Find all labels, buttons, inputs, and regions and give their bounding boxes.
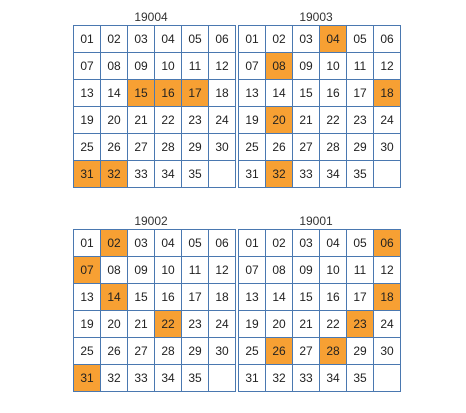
number-cell: 28 xyxy=(320,134,347,161)
number-cell: 20 xyxy=(101,107,128,134)
highlighted-number-cell: 22 xyxy=(155,311,182,338)
number-cell: 34 xyxy=(320,161,347,188)
number-cell: 35 xyxy=(182,161,209,188)
grid-row xyxy=(74,311,236,338)
draw-panel-3 xyxy=(238,214,394,392)
number-cell: 22 xyxy=(320,311,347,338)
number-cell: 18 xyxy=(209,80,236,107)
number-cell: 10 xyxy=(320,257,347,284)
number-cell: 07 xyxy=(239,257,266,284)
number-cell: 13 xyxy=(74,80,101,107)
number-cell: 03 xyxy=(128,230,155,257)
number-cell: 13 xyxy=(239,80,266,107)
number-cell: 25 xyxy=(74,134,101,161)
grid-row xyxy=(239,161,401,188)
number-cell: 08 xyxy=(101,53,128,80)
number-cell: 12 xyxy=(209,257,236,284)
number-cell: 34 xyxy=(320,365,347,392)
number-cell: 25 xyxy=(239,134,266,161)
draw-title: 19001 xyxy=(299,214,333,228)
number-cell: 10 xyxy=(320,53,347,80)
number-cell: 01 xyxy=(239,230,266,257)
number-cell: 24 xyxy=(374,311,401,338)
grid-row xyxy=(239,365,401,392)
number-cell: 32 xyxy=(101,365,128,392)
number-cell: 32 xyxy=(266,365,293,392)
number-cell: 25 xyxy=(74,338,101,365)
number-cell: 05 xyxy=(347,26,374,53)
number-grid xyxy=(238,229,401,392)
grid-row xyxy=(74,80,236,107)
number-cell: 30 xyxy=(209,338,236,365)
draw-title: 19002 xyxy=(134,214,168,228)
number-cell: 15 xyxy=(293,284,320,311)
grid-row xyxy=(74,53,236,80)
grid-row xyxy=(74,134,236,161)
highlighted-number-cell: 17 xyxy=(182,80,209,107)
number-cell: 27 xyxy=(293,338,320,365)
number-cell: 06 xyxy=(374,26,401,53)
number-cell: 15 xyxy=(128,284,155,311)
number-grid xyxy=(73,25,236,188)
grid-row xyxy=(74,257,236,284)
grid-row xyxy=(239,26,401,53)
highlighted-number-cell: 06 xyxy=(374,230,401,257)
grid-row xyxy=(74,230,236,257)
number-cell: 01 xyxy=(239,26,266,53)
highlighted-number-cell: 02 xyxy=(101,230,128,257)
highlighted-number-cell: 16 xyxy=(155,80,182,107)
number-cell: 26 xyxy=(101,338,128,365)
number-cell: 23 xyxy=(347,107,374,134)
number-cell: 26 xyxy=(266,134,293,161)
draw-title: 19004 xyxy=(134,10,168,24)
number-cell: 19 xyxy=(239,311,266,338)
number-cell: 04 xyxy=(155,230,182,257)
highlighted-number-cell: 32 xyxy=(266,161,293,188)
draw-title: 19003 xyxy=(299,10,333,24)
number-cell: 31 xyxy=(239,365,266,392)
grid-row xyxy=(239,338,401,365)
number-cell: 33 xyxy=(128,161,155,188)
number-cell: 17 xyxy=(182,284,209,311)
number-cell: 06 xyxy=(209,26,236,53)
number-cell: 15 xyxy=(293,80,320,107)
grid-row xyxy=(239,257,401,284)
number-cell: 16 xyxy=(155,284,182,311)
number-cell: 19 xyxy=(239,107,266,134)
highlighted-number-cell: 18 xyxy=(374,284,401,311)
number-cell: 23 xyxy=(182,107,209,134)
number-cell: 30 xyxy=(374,134,401,161)
number-cell: 09 xyxy=(128,257,155,284)
number-cell: 24 xyxy=(209,107,236,134)
number-cell: 21 xyxy=(293,311,320,338)
number-cell: 28 xyxy=(155,338,182,365)
draw-panel-0 xyxy=(73,10,229,188)
number-cell: 21 xyxy=(128,107,155,134)
number-cell: 09 xyxy=(293,257,320,284)
draw-panel-2 xyxy=(73,214,229,392)
number-cell: 13 xyxy=(239,284,266,311)
number-cell: 22 xyxy=(320,107,347,134)
highlighted-number-cell: 23 xyxy=(347,311,374,338)
highlighted-number-cell: 14 xyxy=(101,284,128,311)
number-cell: 05 xyxy=(347,230,374,257)
number-cell: 08 xyxy=(101,257,128,284)
highlighted-number-cell: 20 xyxy=(266,107,293,134)
number-cell: 22 xyxy=(155,107,182,134)
number-cell: 10 xyxy=(155,53,182,80)
number-cell: 02 xyxy=(266,26,293,53)
number-cell: 16 xyxy=(320,80,347,107)
number-cell: 24 xyxy=(374,107,401,134)
grid-row xyxy=(74,365,236,392)
number-cell: 21 xyxy=(128,311,155,338)
number-cell: 19 xyxy=(74,311,101,338)
number-cell: 27 xyxy=(128,134,155,161)
number-cell: 35 xyxy=(347,365,374,392)
number-cell: 11 xyxy=(347,53,374,80)
number-grid xyxy=(73,229,236,392)
number-cell: 35 xyxy=(347,161,374,188)
number-cell: 05 xyxy=(182,26,209,53)
number-cell: 29 xyxy=(347,338,374,365)
grid-row xyxy=(239,53,401,80)
grid-row xyxy=(74,284,236,311)
number-cell: 30 xyxy=(374,338,401,365)
grid-row xyxy=(239,230,401,257)
number-grid xyxy=(238,25,401,188)
number-cell: 24 xyxy=(209,311,236,338)
grid-row xyxy=(74,26,236,53)
number-cell: 02 xyxy=(266,230,293,257)
number-cell: 12 xyxy=(374,53,401,80)
grid-row xyxy=(74,107,236,134)
number-cell: 04 xyxy=(320,230,347,257)
highlighted-number-cell: 18 xyxy=(374,80,401,107)
number-cell: 09 xyxy=(128,53,155,80)
number-cell: 07 xyxy=(74,53,101,80)
number-cell: 29 xyxy=(182,338,209,365)
highlighted-number-cell: 04 xyxy=(320,26,347,53)
number-cell: 03 xyxy=(128,26,155,53)
highlighted-number-cell: 08 xyxy=(266,53,293,80)
number-cell: 18 xyxy=(209,284,236,311)
number-cell: 13 xyxy=(74,284,101,311)
number-cell: 33 xyxy=(293,365,320,392)
grid-row xyxy=(239,134,401,161)
number-cell: 12 xyxy=(209,53,236,80)
highlighted-number-cell: 31 xyxy=(74,161,101,188)
number-cell: 06 xyxy=(209,230,236,257)
number-cell: 31 xyxy=(239,161,266,188)
number-cell: 27 xyxy=(293,134,320,161)
grid-row xyxy=(239,107,401,134)
number-cell: 11 xyxy=(182,53,209,80)
number-cell: 01 xyxy=(74,230,101,257)
number-cell: 03 xyxy=(293,26,320,53)
number-cell: 09 xyxy=(293,53,320,80)
highlighted-number-cell: 26 xyxy=(266,338,293,365)
number-cell: 17 xyxy=(347,80,374,107)
number-cell: 28 xyxy=(155,134,182,161)
number-cell: 14 xyxy=(266,284,293,311)
number-cell: 20 xyxy=(101,311,128,338)
number-cell: 12 xyxy=(374,257,401,284)
number-cell: 10 xyxy=(155,257,182,284)
empty-cell xyxy=(374,161,401,188)
number-cell: 07 xyxy=(239,53,266,80)
number-cell: 05 xyxy=(182,230,209,257)
number-cell: 01 xyxy=(74,26,101,53)
number-cell: 20 xyxy=(266,311,293,338)
number-cell: 17 xyxy=(347,284,374,311)
grid-row xyxy=(74,161,236,188)
number-cell: 29 xyxy=(347,134,374,161)
number-cell: 04 xyxy=(155,26,182,53)
empty-cell xyxy=(209,161,236,188)
grid-row xyxy=(239,80,401,107)
number-cell: 14 xyxy=(266,80,293,107)
number-cell: 35 xyxy=(182,365,209,392)
number-cell: 34 xyxy=(155,161,182,188)
grid-row xyxy=(239,284,401,311)
grid-row xyxy=(239,311,401,338)
number-cell: 11 xyxy=(347,257,374,284)
number-cell: 27 xyxy=(128,338,155,365)
number-cell: 08 xyxy=(266,257,293,284)
draw-panel-1 xyxy=(238,10,394,188)
number-cell: 34 xyxy=(155,365,182,392)
number-cell: 25 xyxy=(239,338,266,365)
number-cell: 21 xyxy=(293,107,320,134)
number-cell: 02 xyxy=(101,26,128,53)
highlighted-number-cell: 07 xyxy=(74,257,101,284)
empty-cell xyxy=(209,365,236,392)
empty-cell xyxy=(374,365,401,392)
grid-row xyxy=(74,338,236,365)
number-cell: 19 xyxy=(74,107,101,134)
highlighted-number-cell: 28 xyxy=(320,338,347,365)
number-cell: 14 xyxy=(101,80,128,107)
number-cell: 16 xyxy=(320,284,347,311)
number-cell: 03 xyxy=(293,230,320,257)
number-cell: 30 xyxy=(209,134,236,161)
number-cell: 23 xyxy=(182,311,209,338)
number-cell: 29 xyxy=(182,134,209,161)
highlighted-number-cell: 15 xyxy=(128,80,155,107)
number-cell: 33 xyxy=(128,365,155,392)
number-cell: 11 xyxy=(182,257,209,284)
highlighted-number-cell: 32 xyxy=(101,161,128,188)
number-cell: 26 xyxy=(101,134,128,161)
number-cell: 33 xyxy=(293,161,320,188)
highlighted-number-cell: 31 xyxy=(74,365,101,392)
